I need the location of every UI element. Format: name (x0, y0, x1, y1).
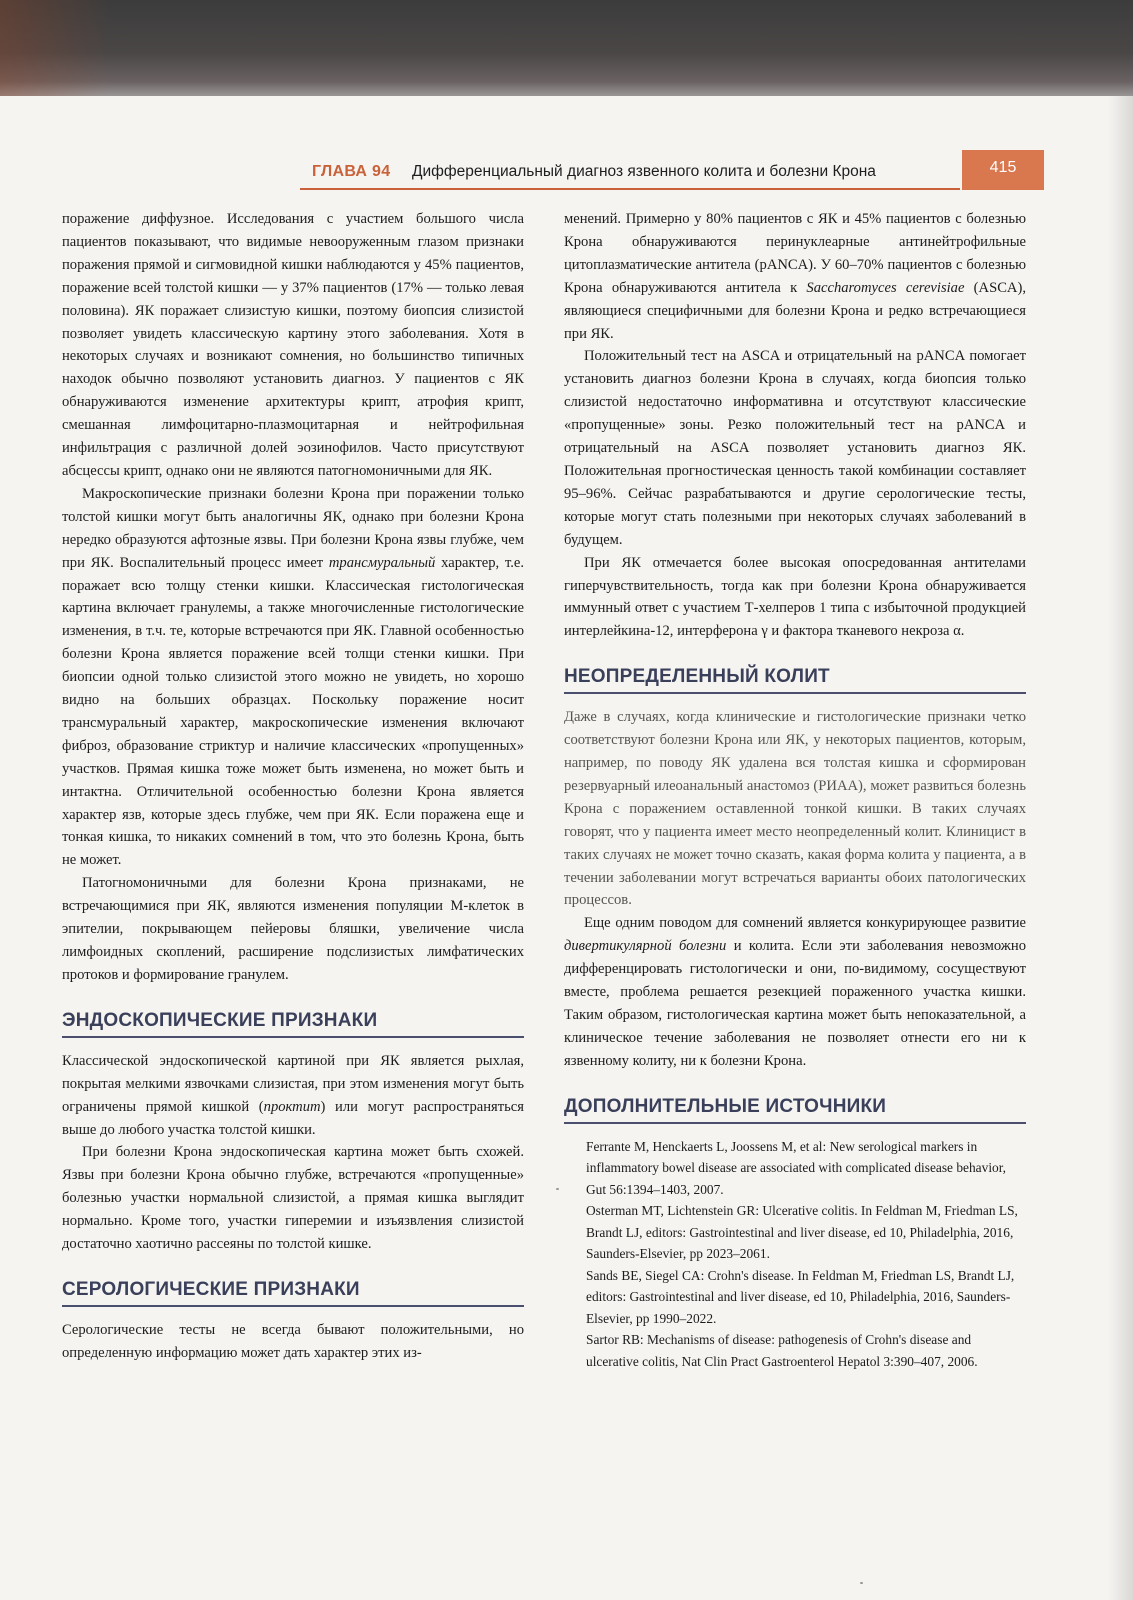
paragraph: При ЯК отмечается более высокая опосредованная антителами гиперчувствительность, тогда как при болезни Крона обнаруживается иммунный ответ с участием Т-хелперов 1 типа с избыточной продукцией интерлейкина-12, интерферона γ и фактора тканевого некроза α. (564, 554, 1026, 640)
reference-item: Osterman MT, Lichtenstein GR: Ulcerative colitis. In Feldman M, Friedman LS, Brandt LJ, editors: Gastrointestinal and liver disease, ed 10, Philadelphia, 2016, Saunders-Elsevier, pp 2023–2061. (586, 1203, 1018, 1262)
paragraph: Серологические тесты не всегда бывают положительными, но определенную информацию может дать характер этих из- (62, 1321, 524, 1361)
text-run: характер, т.е. поражает всю толщу стенки кишки. Классическая гистологическая картина включает гранулемы, а также многочисленные гистологические изменения, в т.ч. те, которые встречаются при ЯК. Главной особенностью болезни Крона является поражение всей толщи стенки кишки. При биопсии одной только слизистой этого можно не увидеть, но хорошо видно на больших образцах. Поскольку поражение носит трансмуральный характер, макроскопические изменения включают фиброз, образование стриктур и наличие классических «пропущенных» участков. Прямая кишка тоже может быть изменена, но может быть и интактна. Отличительной особенностью болезни Крона является характер язв, которые здесь глубже, чем при ЯК. Если поражена еще и тонкая кишка, то никаких сомнений в том, что это болезнь Крона, быть не может. (62, 554, 524, 869)
paragraph (62, 483, 524, 872)
text-run: менений. Примерно у 80% пациентов с ЯК и 45% пациентов с болезнью Крона обнаруживаются перинуклеарные антинейтрофильные цитоплазматические антитела (pANCA). У 60–70% пациентов с болезнью Крона обнаруживаются антитела к (564, 211, 1026, 296)
text-run: Макроскопические признаки болезни Крона при поражении только толстой кишки могут быть аналогичны ЯК, однако при болезни Крона нередко образуются афтозные язвы. При болезни Крона язвы глубже, чем при ЯК. Воспалительный процесс имеет (62, 485, 524, 571)
right-column (564, 208, 1026, 1372)
paragraph (62, 1050, 524, 1142)
paragraph: Положительный тест на ASCA и отрицательный на pANCA помогает установить диагноз болезни Крона в случаях, когда биопсия только слизистой недостаточно информативна и отсутствуют классические «пропущенные» зоны. Резко положительный тест на pANCA и отрицательный на ASCA позволяет установить диагноз ЯК. Положительная прогностическая ценность такой комбинации составляет 95–96%. Сейчас разрабатываются и другие серологические тесты, которые могут стать полезными при некоторых случаях заболеваний в будущем. (564, 348, 1026, 548)
text-run: и колита. Если эти заболевания невозможно дифференцировать гистологически и они, по-видимому, сосуществуют вместе, проблема решается резекцией пораженного участка кишки. Таким образом, гистологическая картина может быть непоказательной, а клиническое течение заболевания не позволяет отнести его ни к язвенному колиту, ни к болезни Крона. (564, 938, 1026, 1069)
text-run: ) или могут распространяться выше до любого участка толстой кишки. (62, 1098, 524, 1138)
paragraph (564, 912, 1026, 1072)
scan-speck (556, 1188, 559, 1190)
scan-speck (860, 1582, 863, 1584)
left-column (62, 208, 524, 1365)
paragraph: поражение диффузное. Исследования с участием большого числа пациентов показывают, что видимые невооруженным глазом признаки поражения прямой и сигмовидной кишки наблюдаются у 45% пациентов, поражение всей толстой кишки — у 37% пациентов (17% — только левая половина). ЯК поражает слизистую кишки, поэтому биопсия слизистой позволяет увидеть классическую картину этого заболевания. Хотя в некоторых случаях и возникают сомнения, но большинство типичных находок обычно позволяют установить диагноз. У пациентов с ЯК обнаруживаются изменение архитектуры крипт, атрофия крипт, смешанная лимфоцитарно-плазмоцитарная и нейтрофильная инфильтрация с различной долей эозинофилов. Часто присутствуют абсцессы крипт, однако они не являются патогномоничными для ЯК. (62, 211, 524, 479)
reference-item: Sartor RB: Mechanisms of disease: pathogenesis of Crohn's disease and ulcerative colitis, Nat Clin Pract Gastroenterol Hepatol 3:390–407, 2006. (586, 1332, 978, 1369)
section-heading-serologic: СЕРОЛОГИЧЕСКИЕ ПРИЗНАКИ (62, 1278, 524, 1307)
paragraph: Патогномоничными для болезни Крона признаками, не встречающимися при ЯК, являются изменения популяции М-клеток в эпителии, покрывающем пейеровы бляшки, увеличение числа лимфоидных скоплений, расширение подслизистых лимфатических протоков и формирование гранулем. (62, 875, 524, 983)
paragraph: При болезни Крона эндоскопическая картина может быть схожей. Язвы при болезни Крона обычно глубже, встречаются «пропущенные» болезнью участки нормальной слизистой, а прямая кишка выглядит нормально. Кроме того, участки гиперемии и изъязвления слизистой достаточно хаотично рассеяны по толстой кишке. (62, 1144, 524, 1253)
chapter-label: ГЛАВА 94 (312, 163, 391, 180)
section-heading-endoscopic: ЭНДОСКОПИЧЕСКИЕ ПРИЗНАКИ (62, 1009, 524, 1038)
scan-top-shadow (0, 0, 1133, 96)
emphasis: дивертикулярной болезни (564, 938, 727, 955)
paragraph: Даже в случаях, когда клинические и гистологические признаки четко соответствуют болезни Крона или ЯК, у некоторых пациентов, которым, например, по поводу ЯК удалена вся толстая кишка и сформирован резервуарный илеоанальный анастомоз (РИАА), может развиться болезнь Крона с поражением оставленной тонкой кишки. В таких случаях говорят, что у пациента имеет место неопределенный колит. Клиницист в таких случаях не может точно сказать, какая форма колита у пациента, а в течении заболевании могут встречаться варианты обоих патологических процессов. (564, 709, 1026, 909)
reference-item: Sands BE, Siegel CA: Crohn's disease. In Feldman M, Friedman LS, Brandt LJ, editors: Gastrointestinal and liver disease, ed 10, Philadelphia, 2016, Saunders-Elsevier, pp 1990–2022. (586, 1267, 1015, 1326)
paragraph (564, 208, 1026, 345)
text-run: Еще одним поводом для сомнений является конкурирующее развитие (584, 915, 1026, 932)
section-heading-references: ДОПОЛНИТЕЛЬНЫЕ ИСТОЧНИКИ (564, 1095, 1026, 1124)
scan-right-edge (1108, 96, 1133, 1600)
emphasis: проктит (263, 1098, 321, 1115)
chapter-title: Дифференциальный диагноз язвенного колита и болезни Крона (412, 163, 876, 180)
running-header-rule (300, 188, 960, 190)
page-number: 415 (989, 159, 1017, 176)
scan-edge-tint (0, 0, 110, 96)
text-run: (ASCA), являющиеся специфичными для болезни Крона и редко встречающиеся при ЯК. (564, 279, 1026, 342)
reference-item: Ferrante M, Henckaerts L, Joossens M, et al: New serological markers in inflammatory bowel disease are associated with complicated disease behavior, Gut 56:1394–1403, 2007. (586, 1138, 1007, 1197)
section-heading-indeterminate: НЕОПРЕДЕЛЕННЫЙ КОЛИТ (564, 665, 1026, 694)
emphasis: трансмуральный (328, 554, 436, 571)
text-run: Классической эндоскопической картиной при ЯК является рыхлая, покрытая мелкими язвочками слизистая, при этом изменения могут быть ограничены прямой кишкой ( (62, 1052, 524, 1115)
emphasis: Saccharomyces cerevisiae (806, 279, 965, 296)
